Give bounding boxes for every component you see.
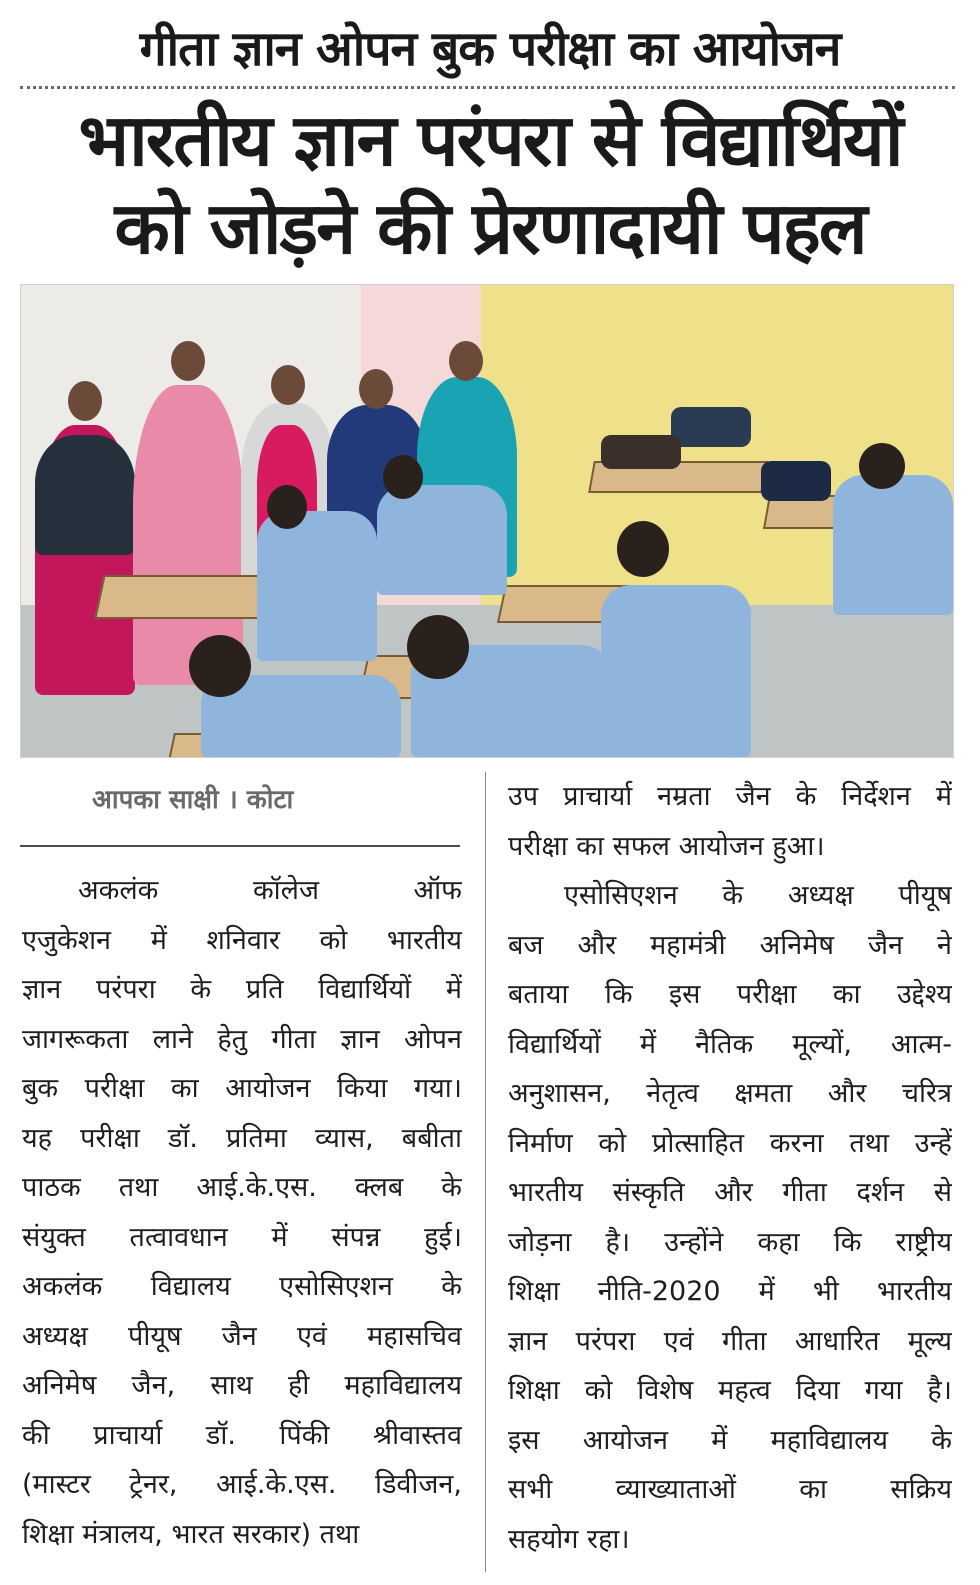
text-line: अकलंक कॉलेज ऑफ — [78, 875, 462, 906]
text-line: शिक्षा मंत्रालय, भारत सरकार) तथा — [22, 1518, 360, 1550]
column-divider — [485, 772, 486, 1572]
text-line: ज्ञान परंपरा एवं गीता आधारित मूल्य — [508, 1325, 952, 1357]
byline-rule — [20, 845, 460, 847]
text-line: अनिमेष जैन, साथ ही महाविद्यालय — [22, 1370, 462, 1401]
kicker-heading: गीता ज्ञान ओपन बुक परीक्षा का आयोजन — [139, 21, 841, 77]
text-line: उप प्राचार्या नम्रता जैन के निर्देशन में — [508, 781, 952, 812]
text-line: विद्यार्थियों में नैतिक मूल्यों, आत्म- — [508, 1028, 952, 1060]
text-line: जागरूकता लाने हेतु गीता ज्ञान ओपन — [22, 1023, 462, 1055]
exam-classroom-photo — [20, 284, 954, 758]
text-line: अनुशासन, नेतृत्व क्षमता और चरित्र — [508, 1078, 952, 1109]
text-line: शिक्षा नीति-2020 में भी भारतीय — [508, 1276, 952, 1307]
text-line: निर्माण को प्रोत्साहित करना तथा उन्हें — [508, 1127, 952, 1159]
text-line: बज और महामंत्री अनिमेष जैन ने — [508, 929, 952, 961]
text-line: परीक्षा का सफल आयोजन हुआ। — [508, 830, 825, 862]
text-line: शिक्षा को विशेष महत्व दिया गया है। — [508, 1375, 952, 1406]
text-line: पाठक तथा आई.के.एस. क्लब के — [22, 1172, 462, 1203]
text-line: सहयोग रहा। — [508, 1523, 630, 1555]
text-line: यह परीक्षा डॉ. प्रतिमा व्यास, बबीता — [22, 1122, 462, 1154]
text-line: सभी व्याख्याताओं का सक्रिय — [508, 1474, 952, 1505]
text-line: बताया कि इस परीक्षा का उद्देश्य — [508, 979, 952, 1010]
dotted-divider — [20, 86, 955, 89]
text-line: अकलंक विद्यालय एसोसिएशन के — [22, 1271, 462, 1302]
text-line: एजुकेशन में शनिवार को भारतीय — [22, 924, 462, 956]
headline — [0, 96, 980, 276]
text-line: (मास्टर ट्रेनर, आई.के.एस. डिवीजन, — [22, 1469, 462, 1500]
headline-line-1: भारतीय ज्ञान परंपरा से विद्यार्थियों — [78, 98, 902, 182]
text-line: इस आयोजन में महाविद्यालय के — [508, 1424, 952, 1456]
text-line: अध्यक्ष पीयूष जैन एवं महासचिव — [22, 1320, 462, 1352]
article-column-right — [508, 772, 952, 1564]
headline-line-2: को जोड़ने की प्रेरणादायी पहल — [114, 186, 866, 270]
text-line: भारतीय संस्कृति और गीता दर्शन से — [508, 1177, 952, 1208]
text-line: की प्राचार्या डॉ. पिंकी श्रीवास्तव — [22, 1419, 462, 1451]
text-line: ज्ञान परंपरा के प्रति विद्यार्थियों में — [22, 974, 462, 1005]
text-line: बुक परीक्षा का आयोजन किया गया। — [22, 1073, 462, 1104]
text-line: संयुक्त तत्वावधान में संपन्न हुई। — [22, 1221, 462, 1253]
text-line: एसोसिएशन के अध्यक्ष पीयूष — [564, 880, 952, 911]
text-line: जोड़ना है। उन्होंने कहा कि राष्ट्रीय — [508, 1226, 952, 1258]
byline: आपका साक्षी । कोटा — [92, 785, 294, 815]
article-column-left — [22, 866, 462, 1559]
